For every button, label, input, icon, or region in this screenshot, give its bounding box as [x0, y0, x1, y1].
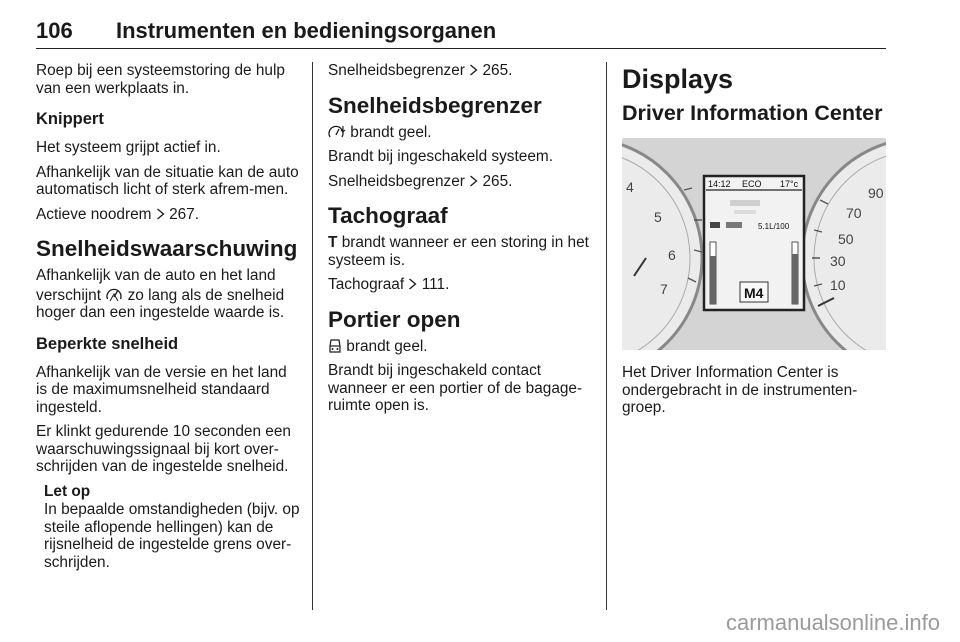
paragraph: Roep bij een systeemstoring de hulp van een werkplaats in. [36, 62, 285, 97]
paragraph: Afhankelijk van de situatie kan de auto automatisch licht of sterk afrem-men. [36, 163, 299, 198]
instrument-cluster-image [622, 138, 886, 350]
paragraph: Brandt bij ingeschakeld contact wanneer er een portier of de bagage-ruimte open is. [328, 362, 583, 414]
note-text: In bepaalde omstandigheden (bijv. op steile aflopende hellingen) kan de rijsnelheid de ingestelde grens over-schrijden. [44, 501, 300, 571]
watermark: carmanualsonline.info [725, 610, 940, 635]
page-reference-icon [156, 208, 165, 220]
paragraph-with-icon [328, 234, 596, 269]
section-title: Displays [622, 64, 734, 94]
gauge-number: 6 [668, 247, 676, 263]
column-left [36, 62, 302, 578]
paragraph: Brandt bij ingeschakeld systeem. [328, 148, 553, 165]
paragraph: Het systeem grijpt actief in. [36, 139, 221, 156]
section-heading: Snelheidsbegrenzer [328, 92, 542, 118]
subsection-heading: Driver Information Center [622, 101, 883, 125]
reference-text: Snelheidsbegrenzer [328, 62, 465, 79]
paragraph-with-reference [36, 206, 302, 224]
display-temperature: 17°c [780, 179, 799, 189]
gauge-number: 90 [868, 185, 884, 201]
paragraph-with-icon [36, 285, 302, 322]
section-heading: Portier open [328, 306, 461, 332]
column-right [622, 62, 888, 424]
reference-page: 265. [482, 62, 513, 79]
display-time: 14:12 [708, 179, 731, 189]
speed-warning-icon [105, 285, 123, 303]
paragraph-with-icon [328, 338, 596, 356]
tachograph-icon: T [328, 234, 338, 251]
page-header [36, 14, 886, 49]
instrument-cluster-figure [622, 138, 886, 350]
gauge-number: 7 [660, 281, 668, 297]
reference-text: Tachograaf [328, 276, 405, 293]
paragraph: Er klinkt gedurende 10 seconden een waarschuwingssignaal bij kort over-schrijden van de ingestelde snelheid. [36, 423, 291, 475]
display-consumption: 5.1L/100 [758, 222, 790, 231]
speed-limiter-icon [328, 124, 346, 140]
paragraph-with-reference [328, 276, 596, 294]
column-middle [328, 62, 596, 422]
text: brandt wanneer er een storing in het systeem is. [328, 234, 589, 269]
reference-text: Actieve noodrem [36, 205, 152, 223]
paragraph-with-reference [328, 173, 596, 191]
paragraph-with-reference [328, 62, 596, 80]
reference-page: 267. [169, 205, 200, 223]
gauge-number: 50 [838, 231, 854, 247]
gauge-number: 5 [654, 209, 662, 225]
text: brandt geel. [350, 123, 432, 141]
page-title: Instrumenten en bedieningsorganen [116, 18, 497, 43]
section-heading: Knippert [36, 110, 104, 128]
column-divider [312, 62, 313, 610]
display-mode: ECO [742, 179, 762, 189]
reference-page: 265. [482, 172, 513, 190]
paragraph: Het Driver Information Center is ondergebracht in de instrumenten-groep. [622, 364, 858, 416]
paragraph: Afhankelijk van de versie en het land is de maximumsnelheid standaard ingesteld. [36, 363, 287, 416]
page-number: 106 [36, 18, 73, 43]
door-open-icon [328, 338, 342, 354]
display-gear: M4 [744, 285, 764, 301]
column-divider [606, 62, 607, 610]
reference-text: Snelheidsbegrenzer [328, 172, 465, 190]
section-heading: Snelheidswaarschuwing [36, 236, 298, 261]
gauge-number: 4 [626, 179, 634, 195]
page-reference-icon [469, 64, 478, 76]
note-heading: Let op [44, 482, 91, 500]
section-heading: Beperkte snelheid [36, 334, 179, 353]
page-reference-icon [408, 278, 417, 290]
paragraph: Afhankelijk van de auto en het land [36, 267, 276, 284]
page-reference-icon [469, 175, 478, 187]
paragraph-with-icon [328, 124, 596, 142]
gauge-number: 70 [846, 205, 862, 221]
text: brandt geel. [346, 337, 428, 355]
text: zo lang als de snelheid hoger dan een ingestelde waarde is. [36, 286, 285, 321]
gauge-number: 30 [830, 253, 846, 269]
section-heading: Tachograaf [328, 203, 448, 228]
note-box [44, 483, 302, 572]
text: verschijnt [36, 286, 102, 304]
reference-page: 111. [421, 276, 450, 293]
gauge-number: 10 [830, 277, 846, 293]
